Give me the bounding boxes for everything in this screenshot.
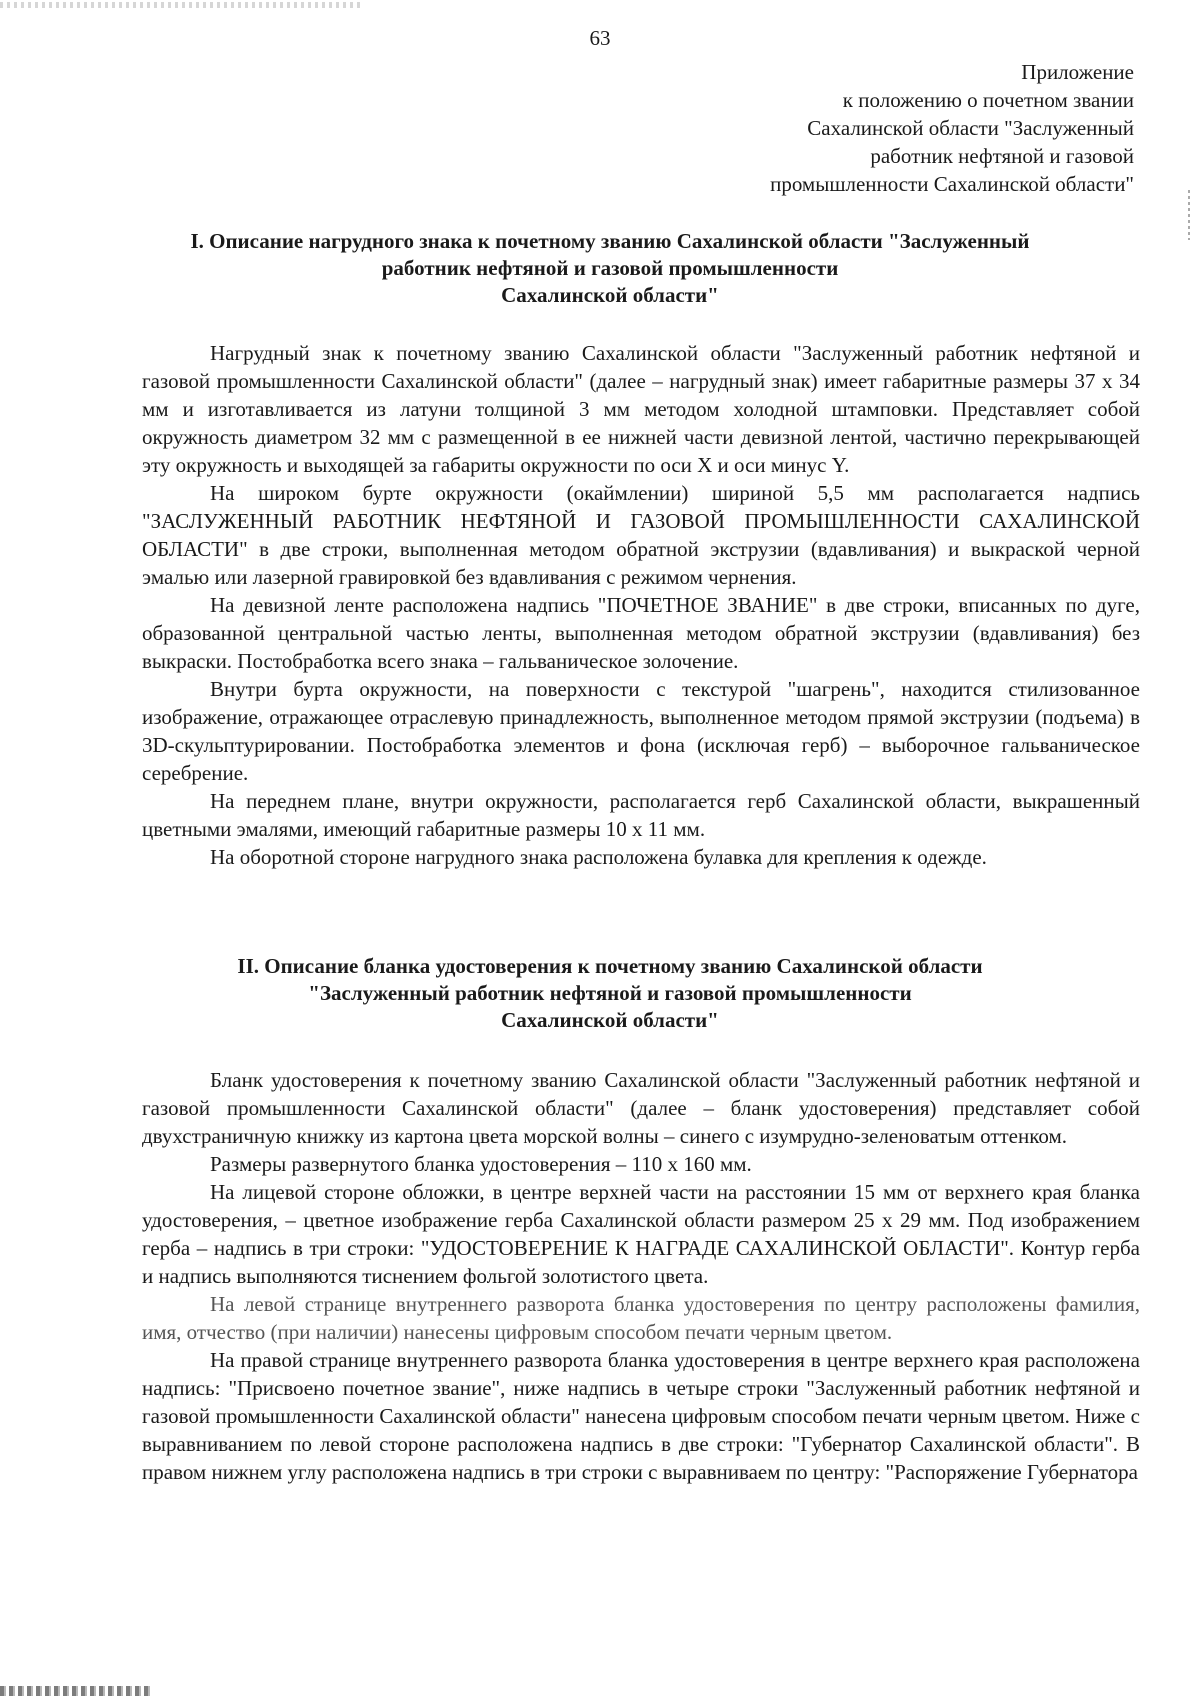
paragraph: На переднем плане, внутри окружности, располагается герб Сахалинской области, выкрашенный цветными эмалями, имеющий габаритные размеры 10 х 11 мм. [142, 789, 1140, 841]
section-1-heading [130, 228, 1090, 309]
paragraph: Нагрудный знак к почетному званию Сахалинской области "Заслуженный работник нефтяной и газовой промышленности Сахалинской области" (далее – нагрудный знак) имеет габаритные размеры 37 х 34 мм и изготавливается из латуни толщиной 3 мм методом холодной штамповки. Представляет собой окружность диаметром 32 мм с размещенной в ее нижней части девизной лентой, частично перекрывающей эту окружность и выходящей за габариты окружности по оси X и оси минус Y. [142, 341, 1140, 477]
heading-line: Сахалинской области" [501, 1008, 719, 1032]
section-2-heading [130, 953, 1090, 1034]
heading-line: I. Описание нагрудного знака к почетному званию Сахалинской области "Заслуженный [190, 229, 1030, 253]
appendix-line: Приложение [1021, 60, 1134, 84]
appendix-line: Сахалинской области "Заслуженный [807, 116, 1134, 140]
appendix-header [574, 58, 1134, 198]
section-2-body [142, 1066, 1140, 1486]
paragraph: Внутри бурта окружности, на поверхности с текстурой "шагрень", находится стилизованное изображение, отражающее отраслевую принадлежность, выполненное методом прямой экструзии (подъема) в 3D-скульптурировании. Постобработка элементов и фона (исключая герб) – выборочное гальваническое серебрение. [142, 677, 1140, 785]
appendix-line: к положению о почетном звании [842, 88, 1134, 112]
scan-artifact-right [1188, 190, 1190, 240]
paragraph: На девизной ленте расположена надпись "ПОЧЕТНОЕ ЗВАНИЕ" в две строки, вписанных по дуге, образованной центральной частью ленты, выполненная методом обратной экструзии (вдавливания) без выкраски. Постобработка всего знака – гальваническое золочение. [142, 593, 1140, 673]
heading-line: "Заслуженный работник нефтяной и газовой промышленности [308, 981, 912, 1005]
paragraph: На правой странице внутреннего разворота бланка удостоверения в центре верхнего края расположена надпись: "Присвоено почетное звание", ниже надпись в четыре строки "Заслуженный работник нефтяной и газовой промышленности Сахалинской области" нанесена цифровым способом печати черным цветом. Ниже с выравниванием по левой стороне расположена надпись в две строки: "Губернатор Сахалинской области". В правом нижнем углу расположена надпись в три строки с выравниваем по центру: "Распоряжение Губернатора [142, 1348, 1140, 1484]
paragraph: Размеры развернутого бланка удостоверения – 110 х 160 мм. [210, 1152, 752, 1176]
paragraph: На оборотной стороне нагрудного знака расположена булавка для крепления к одежде. [210, 845, 987, 869]
appendix-line: работник нефтяной и газовой [870, 144, 1134, 168]
paragraph: На лицевой стороне обложки, в центре верхней части на расстоянии 15 мм от верхнего края бланка удостоверения, – цветное изображение герба Сахалинской области размером 25 х 29 мм. Под изображением герба – надпись в три строки: "УДОСТОВЕРЕНИЕ К НАГРАДЕ САХАЛИНСКОЙ ОБЛАСТИ". Контур герба и надпись выполняются тиснением фольгой золотистого цвета. [142, 1180, 1140, 1288]
paragraph: На широком бурте окружности (окаймлении) шириной 5,5 мм располагается надпись "ЗАСЛУЖЕННЫЙ РАБОТНИК НЕФТЯНОЙ И ГАЗОВОЙ ПРОМЫШЛЕННОСТИ САХАЛИНСКОЙ ОБЛАСТИ" в две строки, выполненная методом обратной экструзии (вдавливания) и выкраской черной эмалью или лазерной гравировкой без вдавливания с режимом чернения. [142, 481, 1140, 589]
paragraph: На левой странице внутреннего разворота бланка удостоверения по центру расположены фамилия, имя, отчество (при наличии) нанесены цифровым способом печати черным цветом. [142, 1292, 1140, 1344]
heading-line: Сахалинской области" [501, 283, 719, 307]
section-1-body [142, 339, 1140, 871]
scan-artifact-bottom [0, 1686, 150, 1696]
appendix-line: промышленности Сахалинской области" [770, 172, 1134, 196]
heading-line: II. Описание бланка удостоверения к почетному званию Сахалинской области [237, 954, 983, 978]
paragraph: Бланк удостоверения к почетному званию Сахалинской области "Заслуженный работник нефтяной и газовой промышленности Сахалинской области" (далее – бланк удостоверения) представляет собой двухстраничную книжку из картона цвета морской волны – синего с изумрудно-зеленоватым оттенком. [142, 1068, 1140, 1148]
scan-artifact-top [0, 2, 360, 8]
heading-line: работник нефтяной и газовой промышленности [381, 256, 839, 280]
page-number: 63 [589, 26, 611, 50]
